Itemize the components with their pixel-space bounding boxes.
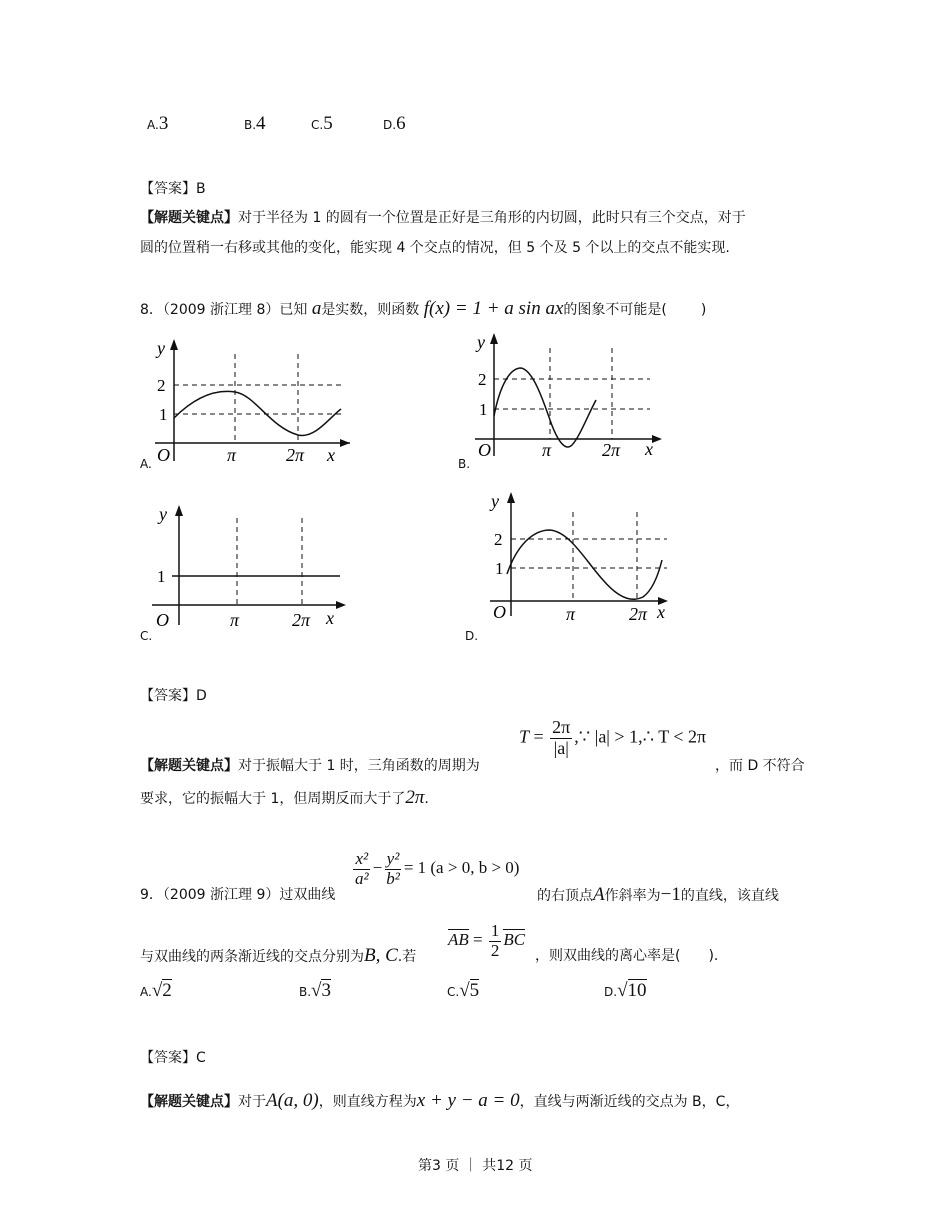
q9-option-c [447, 980, 479, 1002]
fraction-numerator: 2π [552, 717, 571, 737]
fraction-y [384, 850, 402, 888]
y-tick-1: 1 [159, 405, 168, 424]
key-text: ，则直线方程为 [318, 1094, 417, 1110]
formula-rest: ,∵ |a| > 1,∴ T < 2π [574, 726, 707, 747]
option-label: A. [147, 118, 159, 132]
stem-text: 的右顶点 [537, 888, 593, 904]
option-label: A. [140, 985, 152, 999]
x-axis-label: x [657, 602, 665, 622]
origin-label: O [156, 610, 169, 630]
y-axis-label: y [157, 338, 165, 358]
key-text: 要求，它的振幅大于 1，但周期反而大于了 [140, 791, 406, 807]
question-source: （2009 浙江理 8） [162, 302, 280, 318]
key-tag: 【解题关键点】 [140, 758, 238, 774]
fraction-half [489, 922, 502, 960]
q9-stem-line-1 [140, 884, 335, 904]
option-label: C. [447, 985, 460, 999]
key-text: . [424, 791, 429, 807]
fraction-numerator: 1 [490, 921, 500, 940]
option-value: 10 [627, 980, 647, 1001]
graph-b [475, 330, 675, 462]
stem-text: ). [708, 948, 719, 964]
x-axis-label: x [327, 445, 335, 465]
stem-text: 作斜率为 [604, 888, 661, 904]
y-tick-2: 2 [157, 376, 166, 395]
key-text: 对于半径为 1 的圆有一个位置是正好是三角形的内切圆，此时只有三个交点，对于 [238, 210, 746, 226]
page-footer: 第3 页 ｜ 共12 页 [418, 1158, 533, 1174]
option-value: 5 [323, 113, 333, 134]
q7-option-b [244, 113, 266, 135]
key-text: ，直线与两渐近线的交点为 B，C， [519, 1094, 740, 1110]
option-label: D. [604, 985, 618, 999]
question-number: 8． [140, 302, 163, 318]
q7-option-d [383, 113, 406, 135]
key-math: 2π [405, 787, 425, 808]
q7-option-c [311, 113, 333, 135]
q9-hyperbola-equation [351, 850, 519, 888]
question-source: （2009 浙江理 9） [162, 887, 280, 903]
option-label: B. [244, 118, 257, 132]
question-number: 9． [140, 887, 163, 903]
key-text: 对于振幅大于 1 时，三角函数的周期为 [238, 758, 480, 774]
x-axis-label: x [645, 439, 653, 459]
sqrt-symbol: √ [617, 980, 628, 1001]
q8-key-line-1 [140, 755, 480, 775]
formula-fraction [550, 718, 572, 759]
q9-answer [140, 1047, 206, 1067]
q9-option-a [140, 980, 172, 1002]
q8-stem [140, 298, 706, 320]
option-value: 6 [396, 113, 406, 134]
q9-stem-line-1-tail [537, 884, 779, 906]
q9-key-line [140, 1090, 739, 1112]
x-axis-label: x [326, 608, 334, 628]
stem-text: ，则双曲线的离心率是( [535, 948, 681, 964]
origin-label: O [478, 440, 491, 460]
option-value: 4 [256, 113, 266, 134]
fraction-numerator: y² [386, 849, 400, 868]
q7-key-line-1 [140, 207, 746, 227]
equals-sign: = [473, 930, 483, 950]
slope-value: −1 [660, 884, 681, 905]
answer-value: B [196, 181, 206, 197]
formula-eq: = [533, 726, 544, 747]
y-axis-label: y [159, 504, 167, 524]
q9-option-b [299, 980, 331, 1002]
q9-stem-line-2 [140, 945, 416, 967]
q7-answer [140, 178, 206, 198]
y-tick-1: 1 [157, 567, 166, 586]
graph-c [152, 500, 352, 635]
option-value: 2 [162, 980, 172, 1001]
equation-rest: = 1 (a > 0, b > 0) [403, 858, 520, 878]
graph-a [155, 337, 355, 467]
fraction-x [353, 850, 371, 888]
vector-BC: BC [503, 930, 526, 950]
x-tick-pi: π [542, 440, 552, 460]
x-tick-2pi: 2π [292, 610, 311, 630]
q8-answer [140, 685, 207, 705]
x-tick-2pi: 2π [286, 445, 305, 465]
graph-d-label: D. [465, 629, 479, 643]
stem-text: 与双曲线的两条渐近线的交点分别为 [140, 949, 364, 965]
var-a: a [311, 298, 322, 319]
answer-value: D [196, 688, 207, 704]
stem-text: 的直线，该直线 [680, 888, 779, 904]
option-value: 3 [158, 113, 169, 134]
key-text: 对于 [238, 1094, 266, 1110]
fraction-denominator: 2 [490, 940, 500, 960]
x-tick-pi: π [566, 604, 576, 624]
vector-AB: AB [448, 930, 469, 950]
graph-c-label: C. [140, 629, 153, 643]
x-tick-pi: π [230, 610, 240, 630]
stem-text: .若 [397, 949, 417, 965]
function-formula: f(x) = 1 + a sin ax [423, 298, 564, 319]
key-tag: 【解题关键点】 [140, 210, 238, 226]
q8-key-line-2 [140, 787, 429, 809]
answer-value: C [196, 1050, 206, 1066]
q9-stem-line-2-tail [535, 945, 718, 965]
fraction-denominator: a² [355, 868, 369, 888]
points-BC: B, C [364, 945, 398, 966]
fraction-numerator: x² [355, 849, 369, 868]
x-tick-2pi: 2π [629, 604, 648, 624]
stem-text: ) [700, 302, 707, 318]
q8-key-line-1-tail: ，而 D 不符合 [715, 758, 805, 774]
stem-text: 的图象不可能是( [563, 302, 667, 318]
minus-sign: − [372, 858, 383, 878]
stem-text: 已知 [279, 302, 308, 318]
stem-text: 是实数，则函数 [321, 302, 420, 318]
origin-label: O [157, 445, 170, 465]
graph-b-label: B. [458, 457, 471, 471]
formula-t: T [519, 726, 530, 747]
origin-label: O [493, 602, 506, 622]
sqrt-symbol: √ [151, 980, 163, 1001]
y-axis-label: y [477, 332, 485, 352]
y-tick-2: 2 [478, 370, 487, 389]
key-tag: 【解题关键点】 [140, 1094, 238, 1110]
fraction-denominator: b² [386, 868, 400, 888]
option-label: D. [383, 118, 397, 132]
answer-tag: 【答案】 [140, 1050, 196, 1066]
stem-text: 过双曲线 [279, 887, 336, 903]
q9-vector-relation [448, 922, 525, 960]
point-A: A(a, 0) [266, 1090, 319, 1111]
var-A: A [593, 884, 605, 905]
y-tick-2: 2 [494, 530, 503, 549]
sqrt-symbol: √ [459, 980, 470, 1001]
line-equation: x + y − a = 0 [416, 1090, 520, 1111]
x-tick-pi: π [227, 445, 237, 465]
q9-option-d [604, 980, 647, 1002]
option-value: 3 [321, 980, 331, 1001]
option-value: 5 [469, 980, 480, 1001]
sqrt-symbol: √ [311, 980, 322, 1001]
q7-option-a [147, 113, 168, 135]
answer-tag: 【答案】 [140, 181, 196, 197]
answer-tag: 【答案】 [140, 688, 196, 704]
option-label: C. [311, 118, 324, 132]
y-tick-1: 1 [495, 559, 504, 578]
x-tick-2pi: 2π [602, 440, 621, 460]
graph-a-label: A. [140, 457, 152, 471]
y-tick-1: 1 [479, 400, 488, 419]
y-axis-label: y [491, 491, 499, 511]
q8-period-formula [519, 718, 706, 759]
graph-d [485, 490, 685, 625]
q7-key-line-2: 圆的位置稍一右移或其他的变化，能实现 4 个交点的情况，但 5 个及 5 个以上的交点不能实现. [140, 240, 730, 256]
fraction-denominator: |a| [553, 737, 569, 758]
option-label: B. [299, 985, 312, 999]
